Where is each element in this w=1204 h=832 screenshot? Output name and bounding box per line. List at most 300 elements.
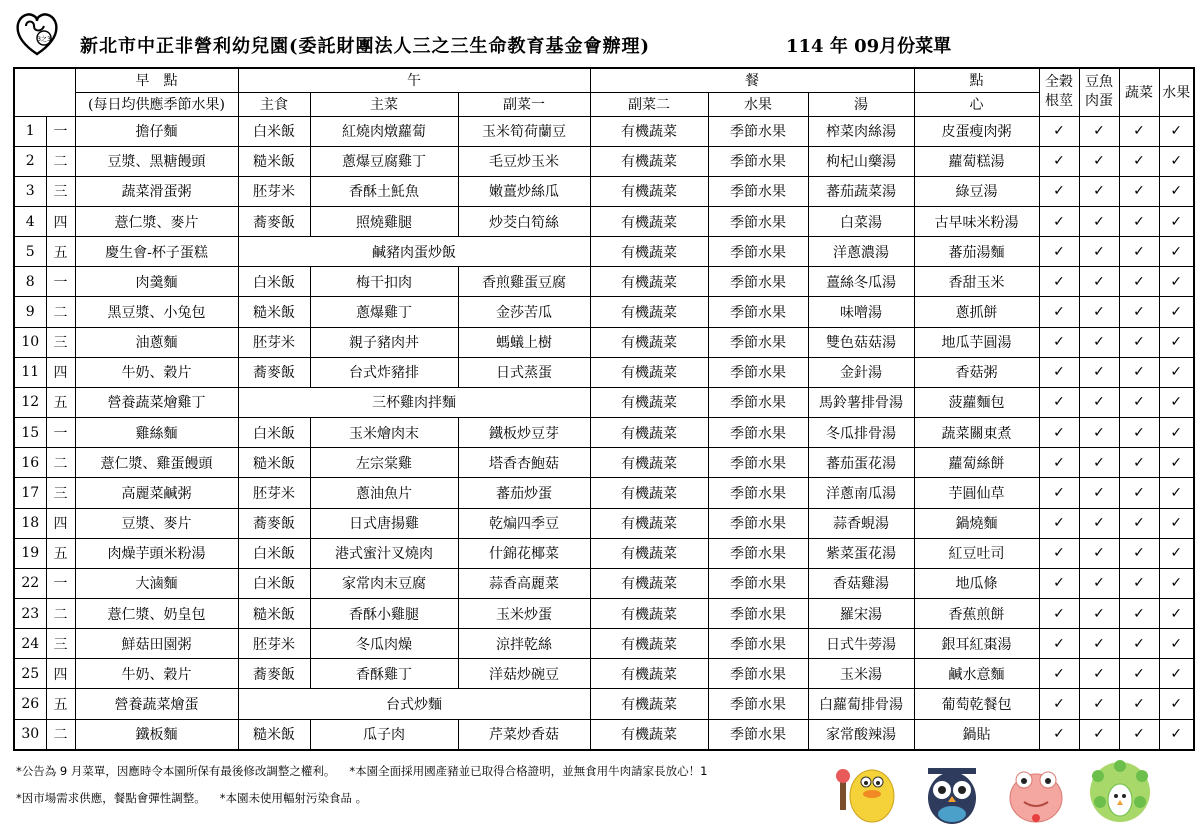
logo-text: 3之3 xyxy=(37,36,51,43)
row-staple: 糙米飯 xyxy=(238,719,310,750)
check-veg-icon: ✓ xyxy=(1119,387,1159,417)
row-side-dish-1: 洋菇炒碗豆 xyxy=(458,659,590,689)
row-staple: 白米飯 xyxy=(238,538,310,568)
header-date-corner xyxy=(14,68,75,116)
row-staple: 胚芽米 xyxy=(238,478,310,508)
row-side-dish-1: 玉米筍荷蘭豆 xyxy=(458,116,590,146)
check-veg-icon: ✓ xyxy=(1119,357,1159,387)
check-protein-icon: ✓ xyxy=(1079,116,1119,146)
header-lunch-a: 午 xyxy=(238,68,590,92)
check-grain-icon: ✓ xyxy=(1039,146,1079,176)
check-grain-icon: ✓ xyxy=(1039,538,1079,568)
row-fruit: 季節水果 xyxy=(708,146,808,176)
row-side-dish-2: 有機蔬菜 xyxy=(590,629,708,659)
check-grain-icon: ✓ xyxy=(1039,418,1079,448)
row-breakfast: 高麗菜鹹粥 xyxy=(75,478,238,508)
row-breakfast: 薏仁漿、麥片 xyxy=(75,206,238,236)
row-snack: 地瓜芋圓湯 xyxy=(914,327,1039,357)
row-fruit: 季節水果 xyxy=(708,418,808,448)
row-fruit: 季節水果 xyxy=(708,327,808,357)
check-veg-icon: ✓ xyxy=(1119,599,1159,629)
check-protein-icon: ✓ xyxy=(1079,568,1119,598)
row-date: 4 xyxy=(14,206,46,236)
row-side-dish-1: 鐵板炒豆芽 xyxy=(458,418,590,448)
row-weekday: 一 xyxy=(46,267,75,297)
row-staple: 糙米飯 xyxy=(238,448,310,478)
row-breakfast: 擔仔麵 xyxy=(75,116,238,146)
row-staple: 蕎麥飯 xyxy=(238,206,310,236)
check-fruit-icon: ✓ xyxy=(1159,176,1194,206)
row-snack: 菠蘿麵包 xyxy=(914,387,1039,417)
peacock-mascot-icon xyxy=(1090,760,1150,822)
menu-rows xyxy=(14,116,1194,750)
row-fruit: 季節水果 xyxy=(708,629,808,659)
check-grain-icon: ✓ xyxy=(1039,116,1079,146)
row-main-dish: 蔥爆雞丁 xyxy=(310,297,458,327)
header-fruit: 水果 xyxy=(1159,68,1194,116)
row-date: 18 xyxy=(14,508,46,538)
row-side-dish-1: 日式蒸蛋 xyxy=(458,357,590,387)
check-fruit-icon: ✓ xyxy=(1159,538,1194,568)
check-fruit-icon: ✓ xyxy=(1159,327,1194,357)
check-veg-icon: ✓ xyxy=(1119,659,1159,689)
row-weekday: 三 xyxy=(46,176,75,206)
row-snack: 香菇粥 xyxy=(914,357,1039,387)
row-breakfast: 大滷麵 xyxy=(75,568,238,598)
row-breakfast: 鐵板麵 xyxy=(75,719,238,750)
row-breakfast: 牛奶、穀片 xyxy=(75,357,238,387)
check-grain-icon: ✓ xyxy=(1039,568,1079,598)
row-date: 17 xyxy=(14,478,46,508)
row-date: 10 xyxy=(14,327,46,357)
menu-row xyxy=(14,237,1194,267)
check-fruit-icon: ✓ xyxy=(1159,297,1194,327)
row-breakfast: 雞絲麵 xyxy=(75,418,238,448)
check-veg-icon: ✓ xyxy=(1119,267,1159,297)
row-soup: 羅宋湯 xyxy=(808,599,914,629)
row-breakfast: 黑豆漿、小兔包 xyxy=(75,297,238,327)
check-protein-icon: ✓ xyxy=(1079,599,1119,629)
check-grain-icon: ✓ xyxy=(1039,237,1079,267)
row-breakfast: 豆漿、麥片 xyxy=(75,508,238,538)
row-main-dish: 左宗棠雞 xyxy=(310,448,458,478)
row-side-dish-1: 蕃茄炒蛋 xyxy=(458,478,590,508)
check-fruit-icon: ✓ xyxy=(1159,418,1194,448)
row-date: 25 xyxy=(14,659,46,689)
row-snack: 蘿蔔糕湯 xyxy=(914,146,1039,176)
menu-row xyxy=(14,327,1194,357)
row-breakfast: 肉燥芋頭米粉湯 xyxy=(75,538,238,568)
row-main-dish: 港式蜜汁叉燒肉 xyxy=(310,538,458,568)
menu-row xyxy=(14,387,1194,417)
row-fruit: 季節水果 xyxy=(708,659,808,689)
row-staple: 白米飯 xyxy=(238,568,310,598)
row-soup: 蕃茄蛋花湯 xyxy=(808,448,914,478)
row-side-dish-1: 香煎雞蛋豆腐 xyxy=(458,267,590,297)
row-staple: 胚芽米 xyxy=(238,327,310,357)
row-main-dish: 蔥爆豆腐雞丁 xyxy=(310,146,458,176)
row-side-dish-2: 有機蔬菜 xyxy=(590,297,708,327)
row-side-dish-1: 乾煸四季豆 xyxy=(458,508,590,538)
header-grain: 全穀 根莖 xyxy=(1039,68,1079,116)
check-fruit-icon: ✓ xyxy=(1159,116,1194,146)
row-staple: 糙米飯 xyxy=(238,599,310,629)
row-weekday: 五 xyxy=(46,387,75,417)
check-veg-icon: ✓ xyxy=(1119,418,1159,448)
menu-row xyxy=(14,599,1194,629)
check-protein-icon: ✓ xyxy=(1079,206,1119,236)
header-staple: 主食 xyxy=(238,92,310,116)
row-breakfast: 牛奶、穀片 xyxy=(75,659,238,689)
duck-mascot-icon xyxy=(836,769,894,822)
check-grain-icon: ✓ xyxy=(1039,357,1079,387)
menu-table xyxy=(13,67,1195,751)
row-soup: 日式牛蒡湯 xyxy=(808,629,914,659)
row-snack: 紅豆吐司 xyxy=(914,538,1039,568)
row-snack: 蔬菜關東煮 xyxy=(914,418,1039,448)
row-soup: 榨菜肉絲湯 xyxy=(808,116,914,146)
row-snack: 鹹水意麵 xyxy=(914,659,1039,689)
row-side-dish-1: 涼拌乾絲 xyxy=(458,629,590,659)
row-breakfast: 肉羹麵 xyxy=(75,267,238,297)
row-soup: 味噌湯 xyxy=(808,297,914,327)
menu-row xyxy=(14,206,1194,236)
row-breakfast: 蔬菜滑蛋粥 xyxy=(75,176,238,206)
menu-row xyxy=(14,418,1194,448)
row-snack: 蘿蔔絲餅 xyxy=(914,448,1039,478)
row-side-dish-2: 有機蔬菜 xyxy=(590,267,708,297)
row-date: 1 xyxy=(14,116,46,146)
row-staple: 白米飯 xyxy=(238,116,310,146)
check-protein-icon: ✓ xyxy=(1079,659,1119,689)
row-fruit: 季節水果 xyxy=(708,116,808,146)
row-side-dish-2: 有機蔬菜 xyxy=(590,448,708,478)
row-date: 15 xyxy=(14,418,46,448)
row-staple: 胚芽米 xyxy=(238,629,310,659)
row-side-dish-1: 塔香杏鮑菇 xyxy=(458,448,590,478)
row-staple: 蕎麥飯 xyxy=(238,659,310,689)
menu-row xyxy=(14,357,1194,387)
row-snack: 綠豆湯 xyxy=(914,176,1039,206)
note-1a: *公告為 9 月菜單，因應時令本園所保有最後修改調整之權利。 xyxy=(16,764,336,778)
row-side-dish-1: 嫩薑炒絲瓜 xyxy=(458,176,590,206)
header-veg: 蔬菜 xyxy=(1119,68,1159,116)
check-protein-icon: ✓ xyxy=(1079,387,1119,417)
row-weekday: 二 xyxy=(46,297,75,327)
menu-row xyxy=(14,689,1194,719)
check-protein-icon: ✓ xyxy=(1079,629,1119,659)
row-fruit: 季節水果 xyxy=(708,719,808,750)
row-side-dish-1: 蒜香高麗菜 xyxy=(458,568,590,598)
menu-row xyxy=(14,448,1194,478)
row-main-dish: 台式炸豬排 xyxy=(310,357,458,387)
check-grain-icon: ✓ xyxy=(1039,176,1079,206)
check-protein-icon: ✓ xyxy=(1079,538,1119,568)
row-fruit: 季節水果 xyxy=(708,176,808,206)
row-staple: 白米飯 xyxy=(238,418,310,448)
row-weekday: 一 xyxy=(46,568,75,598)
row-snack: 葡萄乾餐包 xyxy=(914,689,1039,719)
menu-row xyxy=(14,176,1194,206)
check-fruit-icon: ✓ xyxy=(1159,267,1194,297)
row-fruit: 季節水果 xyxy=(708,297,808,327)
check-grain-icon: ✓ xyxy=(1039,327,1079,357)
row-date: 12 xyxy=(14,387,46,417)
row-staple: 白米飯 xyxy=(238,267,310,297)
row-main-dish: 香酥雞丁 xyxy=(310,659,458,689)
row-side-dish-2: 有機蔬菜 xyxy=(590,357,708,387)
row-main-dish: 蔥油魚片 xyxy=(310,478,458,508)
row-combined-main: 鹹豬肉蛋炒飯 xyxy=(238,237,590,267)
check-protein-icon: ✓ xyxy=(1079,267,1119,297)
row-snack: 香蕉煎餅 xyxy=(914,599,1039,629)
row-soup: 白蘿蔔排骨湯 xyxy=(808,689,914,719)
row-snack: 銀耳紅棗湯 xyxy=(914,629,1039,659)
row-side-dish-2: 有機蔬菜 xyxy=(590,418,708,448)
check-grain-icon: ✓ xyxy=(1039,297,1079,327)
check-veg-icon: ✓ xyxy=(1119,568,1159,598)
row-side-dish-1: 毛豆炒玉米 xyxy=(458,146,590,176)
row-staple: 糙米飯 xyxy=(238,297,310,327)
check-veg-icon: ✓ xyxy=(1119,538,1159,568)
row-fruit: 季節水果 xyxy=(708,357,808,387)
check-veg-icon: ✓ xyxy=(1119,448,1159,478)
row-soup: 薑絲冬瓜湯 xyxy=(808,267,914,297)
row-side-dish-2: 有機蔬菜 xyxy=(590,538,708,568)
menu-row xyxy=(14,267,1194,297)
check-veg-icon: ✓ xyxy=(1119,327,1159,357)
check-fruit-icon: ✓ xyxy=(1159,719,1194,750)
row-date: 11 xyxy=(14,357,46,387)
row-side-dish-2: 有機蔬菜 xyxy=(590,387,708,417)
check-fruit-icon: ✓ xyxy=(1159,206,1194,236)
check-veg-icon: ✓ xyxy=(1119,237,1159,267)
row-side-dish-2: 有機蔬菜 xyxy=(590,508,708,538)
check-grain-icon: ✓ xyxy=(1039,689,1079,719)
row-breakfast: 薏仁漿、奶皇包 xyxy=(75,599,238,629)
row-soup: 馬鈴薯排骨湯 xyxy=(808,387,914,417)
row-weekday: 二 xyxy=(46,448,75,478)
check-protein-icon: ✓ xyxy=(1079,327,1119,357)
row-date: 30 xyxy=(14,719,46,750)
check-protein-icon: ✓ xyxy=(1079,237,1119,267)
row-soup: 冬瓜排骨湯 xyxy=(808,418,914,448)
row-side-dish-1: 螞蟻上樹 xyxy=(458,327,590,357)
row-date: 16 xyxy=(14,448,46,478)
row-side-dish-1: 什錦花椰菜 xyxy=(458,538,590,568)
row-fruit: 季節水果 xyxy=(708,508,808,538)
row-fruit: 季節水果 xyxy=(708,689,808,719)
row-date: 9 xyxy=(14,297,46,327)
row-weekday: 五 xyxy=(46,538,75,568)
row-weekday: 二 xyxy=(46,599,75,629)
menu-row xyxy=(14,508,1194,538)
menu-row xyxy=(14,116,1194,146)
row-combined-main: 台式炒麵 xyxy=(238,689,590,719)
row-side-dish-2: 有機蔬菜 xyxy=(590,719,708,750)
row-side-dish-2: 有機蔬菜 xyxy=(590,237,708,267)
row-main-dish: 日式唐揚雞 xyxy=(310,508,458,538)
row-date: 2 xyxy=(14,146,46,176)
check-veg-icon: ✓ xyxy=(1119,629,1159,659)
row-staple: 蕎麥飯 xyxy=(238,508,310,538)
row-side-dish-1: 芹菜炒香菇 xyxy=(458,719,590,750)
row-side-dish-2: 有機蔬菜 xyxy=(590,206,708,236)
row-snack: 鍋燒麵 xyxy=(914,508,1039,538)
check-grain-icon: ✓ xyxy=(1039,267,1079,297)
row-snack: 皮蛋瘦肉粥 xyxy=(914,116,1039,146)
row-weekday: 四 xyxy=(46,357,75,387)
header-side1: 副菜一 xyxy=(458,92,590,116)
row-main-dish: 香酥小雞腿 xyxy=(310,599,458,629)
row-side-dish-1: 玉米炒蛋 xyxy=(458,599,590,629)
row-weekday: 五 xyxy=(46,689,75,719)
check-grain-icon: ✓ xyxy=(1039,206,1079,236)
check-fruit-icon: ✓ xyxy=(1159,478,1194,508)
row-side-dish-2: 有機蔬菜 xyxy=(590,659,708,689)
row-breakfast: 豆漿、黑糖饅頭 xyxy=(75,146,238,176)
row-main-dish: 冬瓜肉燥 xyxy=(310,629,458,659)
check-veg-icon: ✓ xyxy=(1119,146,1159,176)
row-fruit: 季節水果 xyxy=(708,568,808,598)
menu-row xyxy=(14,478,1194,508)
check-veg-icon: ✓ xyxy=(1119,478,1159,508)
row-soup: 洋蔥南瓜湯 xyxy=(808,478,914,508)
check-fruit-icon: ✓ xyxy=(1159,689,1194,719)
row-staple: 胚芽米 xyxy=(238,176,310,206)
row-snack: 香甜玉米 xyxy=(914,267,1039,297)
row-soup: 蒜香蜆湯 xyxy=(808,508,914,538)
header-soup: 湯 xyxy=(808,92,914,116)
row-soup: 白菜湯 xyxy=(808,206,914,236)
check-grain-icon: ✓ xyxy=(1039,508,1079,538)
check-fruit-icon: ✓ xyxy=(1159,659,1194,689)
header-protein: 豆魚 肉蛋 xyxy=(1079,68,1119,116)
row-soup: 家常酸辣湯 xyxy=(808,719,914,750)
menu-row xyxy=(14,538,1194,568)
row-snack: 古早味米粉湯 xyxy=(914,206,1039,236)
check-grain-icon: ✓ xyxy=(1039,387,1079,417)
row-date: 24 xyxy=(14,629,46,659)
row-breakfast: 薏仁漿、雞蛋饅頭 xyxy=(75,448,238,478)
menu-row xyxy=(14,659,1194,689)
row-snack: 鍋貼 xyxy=(914,719,1039,750)
row-fruit: 季節水果 xyxy=(708,538,808,568)
check-protein-icon: ✓ xyxy=(1079,719,1119,750)
row-fruit: 季節水果 xyxy=(708,478,808,508)
row-soup: 玉米湯 xyxy=(808,659,914,689)
check-grain-icon: ✓ xyxy=(1039,719,1079,750)
row-weekday: 四 xyxy=(46,206,75,236)
row-main-dish: 紅燒肉燉蘿蔔 xyxy=(310,116,458,146)
check-grain-icon: ✓ xyxy=(1039,629,1079,659)
header-snack-b: 心 xyxy=(914,92,1039,116)
row-date: 8 xyxy=(14,267,46,297)
check-protein-icon: ✓ xyxy=(1079,357,1119,387)
check-veg-icon: ✓ xyxy=(1119,508,1159,538)
row-side-dish-2: 有機蔬菜 xyxy=(590,478,708,508)
row-side-dish-2: 有機蔬菜 xyxy=(590,146,708,176)
menu-row xyxy=(14,629,1194,659)
row-breakfast: 慶生會-杯子蛋糕 xyxy=(75,237,238,267)
mascot-illustration xyxy=(830,752,1160,828)
check-fruit-icon: ✓ xyxy=(1159,508,1194,538)
check-protein-icon: ✓ xyxy=(1079,176,1119,206)
check-grain-icon: ✓ xyxy=(1039,448,1079,478)
note-2b: *本園未使用輻射污染食品 。 xyxy=(219,791,368,805)
row-weekday: 四 xyxy=(46,508,75,538)
header-lunch-fruit: 水果 xyxy=(708,92,808,116)
check-veg-icon: ✓ xyxy=(1119,297,1159,327)
row-side-dish-2: 有機蔬菜 xyxy=(590,599,708,629)
row-main-dish: 照燒雞腿 xyxy=(310,206,458,236)
menu-month: 114 年 09月份菜單 xyxy=(786,36,952,57)
header-snack-a: 點 xyxy=(914,68,1039,92)
check-protein-icon: ✓ xyxy=(1079,508,1119,538)
check-fruit-icon: ✓ xyxy=(1159,146,1194,176)
check-fruit-icon: ✓ xyxy=(1159,237,1194,267)
row-main-dish: 香酥土魠魚 xyxy=(310,176,458,206)
school-logo xyxy=(14,8,60,58)
row-breakfast: 鮮菇田園粥 xyxy=(75,629,238,659)
check-veg-icon: ✓ xyxy=(1119,689,1159,719)
row-soup: 雙色菇菇湯 xyxy=(808,327,914,357)
row-side-dish-1: 金莎苦瓜 xyxy=(458,297,590,327)
row-weekday: 四 xyxy=(46,659,75,689)
row-weekday: 一 xyxy=(46,418,75,448)
check-protein-icon: ✓ xyxy=(1079,297,1119,327)
check-protein-icon: ✓ xyxy=(1079,146,1119,176)
row-soup: 紫菜蛋花湯 xyxy=(808,538,914,568)
row-date: 22 xyxy=(14,568,46,598)
header-breakfast: 早 點 xyxy=(75,68,238,92)
row-breakfast: 油蔥麵 xyxy=(75,327,238,357)
check-fruit-icon: ✓ xyxy=(1159,387,1194,417)
row-soup: 香菇雞湯 xyxy=(808,568,914,598)
row-fruit: 季節水果 xyxy=(708,237,808,267)
row-soup: 金針湯 xyxy=(808,357,914,387)
row-side-dish-2: 有機蔬菜 xyxy=(590,116,708,146)
row-soup: 蕃茄蔬菜湯 xyxy=(808,176,914,206)
menu-row xyxy=(14,719,1194,750)
check-protein-icon: ✓ xyxy=(1079,478,1119,508)
row-breakfast: 營養蔬菜燴蛋 xyxy=(75,689,238,719)
row-snack: 蔥抓餅 xyxy=(914,297,1039,327)
row-main-dish: 瓜子肉 xyxy=(310,719,458,750)
row-snack: 地瓜條 xyxy=(914,568,1039,598)
check-fruit-icon: ✓ xyxy=(1159,357,1194,387)
check-fruit-icon: ✓ xyxy=(1159,629,1194,659)
row-weekday: 二 xyxy=(46,146,75,176)
row-fruit: 季節水果 xyxy=(708,448,808,478)
row-weekday: 三 xyxy=(46,629,75,659)
row-main-dish: 梅干扣肉 xyxy=(310,267,458,297)
header-breakfast-sub: (每日均供應季節水果) xyxy=(75,92,238,116)
check-veg-icon: ✓ xyxy=(1119,116,1159,146)
row-weekday: 三 xyxy=(46,327,75,357)
frog-mascot-icon xyxy=(1010,772,1062,822)
check-protein-icon: ✓ xyxy=(1079,418,1119,448)
menu-row xyxy=(14,146,1194,176)
note-2a: *因市場需求供應，餐點會彈性調整。 xyxy=(16,791,206,805)
check-fruit-icon: ✓ xyxy=(1159,568,1194,598)
row-date: 26 xyxy=(14,689,46,719)
check-grain-icon: ✓ xyxy=(1039,478,1079,508)
check-protein-icon: ✓ xyxy=(1079,689,1119,719)
row-main-dish: 玉米燴肉末 xyxy=(310,418,458,448)
row-main-dish: 家常肉末豆腐 xyxy=(310,568,458,598)
row-side-dish-1: 炒茭白筍絲 xyxy=(458,206,590,236)
